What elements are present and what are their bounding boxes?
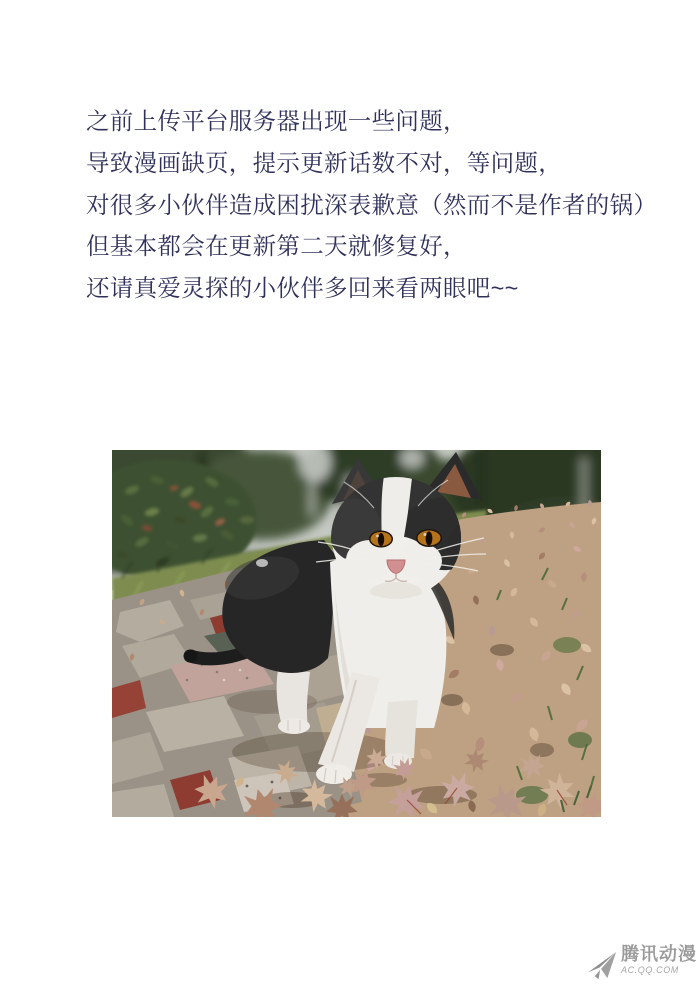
notice-text-block: [86, 101, 676, 310]
cat-left-eye: [369, 531, 393, 548]
cat-tail-tip: [185, 650, 198, 663]
notice-line-4: 但基本都会在更新第二天就修复好，: [86, 233, 467, 260]
cat-photo-illustration: [112, 450, 601, 817]
notice-line-3: 对很多小伙伴造成困扰深表歉意（然而不是作者的锅）: [86, 191, 658, 218]
notice-line-5: 还请真爱灵探的小伙伴多回来看两眼吧~~: [86, 275, 519, 302]
notice-line-2: 导致漫画缺页，提示更新话数不对，等问题，: [86, 149, 562, 176]
watermark-site: AC.QQ.COM: [621, 965, 679, 975]
paper-plane-icon: [587, 950, 618, 983]
watermark-text: [621, 944, 697, 976]
watermark-brand: 腾讯动漫: [621, 944, 697, 964]
cat-photo: [112, 450, 601, 817]
watermark: [587, 944, 697, 983]
cat-right-eye: [416, 529, 442, 547]
notice-line-1: 之前上传平台服务器出现一些问题，: [86, 108, 467, 134]
cat-hind-leg: [277, 670, 310, 734]
